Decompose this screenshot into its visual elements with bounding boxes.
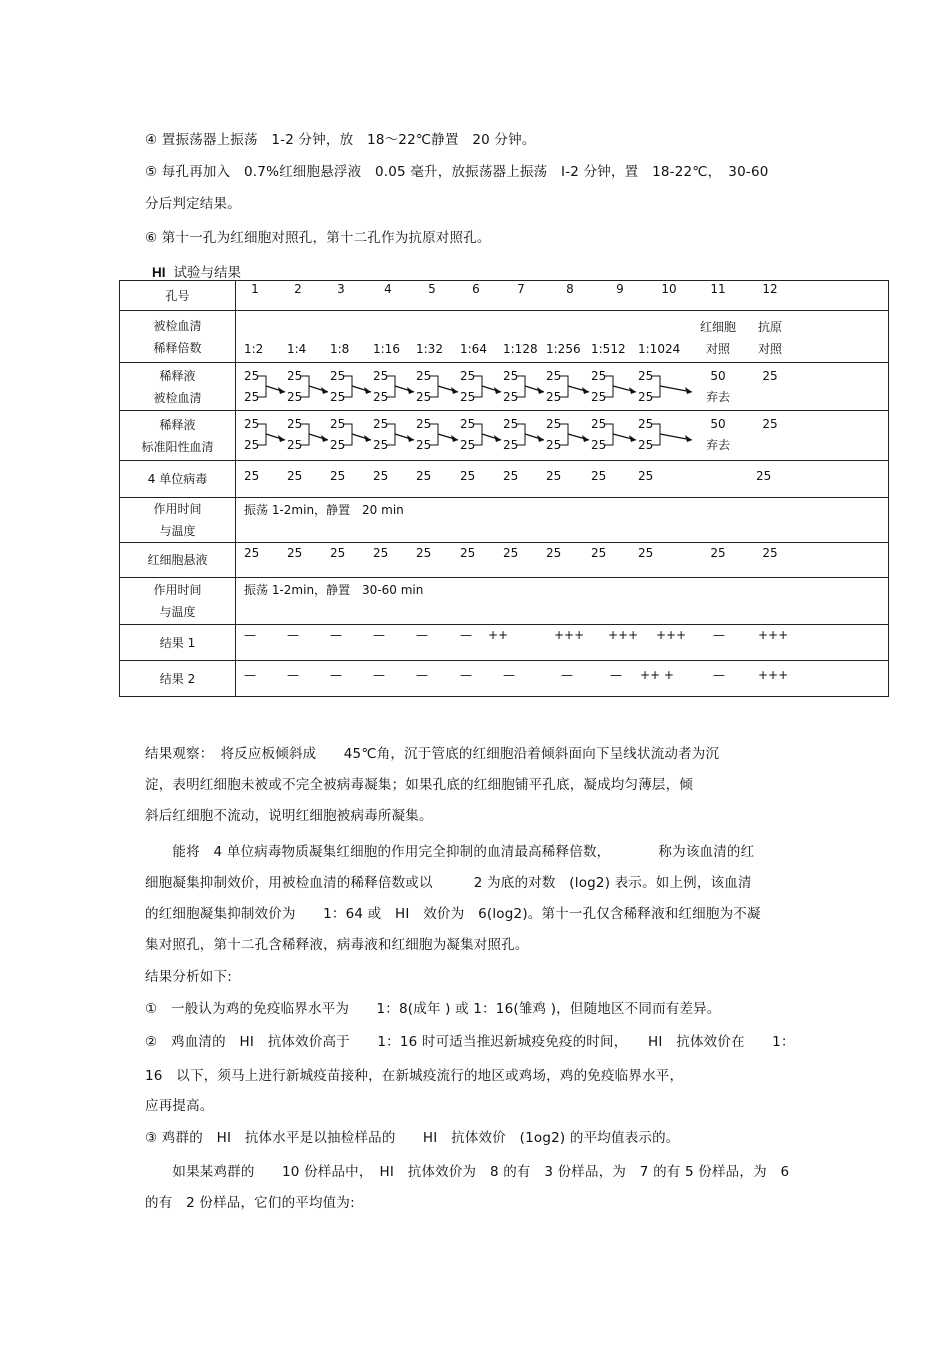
result-1-8: +++ [554, 628, 585, 642]
definition-line-3: 的红细胞凝集抑制效价为 1：64 或 HI 效价为 6(log2)。第十一孔仅含稀释液和红细胞为不凝 [145, 906, 761, 922]
arrowhead-7 [537, 435, 544, 442]
serial-top-2-7: 25 [503, 417, 519, 431]
rbc-6: 25 [460, 546, 476, 560]
hole-number-9: 9 [616, 282, 624, 296]
result-2-5: — [416, 668, 428, 682]
result-2-4: — [373, 668, 385, 682]
bracket-8 [560, 376, 568, 397]
arrowhead-9 [629, 435, 636, 442]
serial-top-1-12: 25 [762, 369, 778, 383]
hole-number-5: 5 [428, 282, 436, 296]
caption-hi: HI [152, 265, 166, 280]
serial-top-1-10: 25 [638, 369, 654, 383]
bracket-4 [387, 376, 395, 397]
rbc-11: 25 [710, 546, 726, 560]
analysis-2-line-2: 16 以下，须马上进行新城疫苗接种，在新城疫流行的地区或鸡场，鸡的免疫临界水平， [145, 1068, 684, 1084]
serial-transfer-arrows [236, 411, 796, 459]
hi-test-table [119, 280, 889, 697]
result-1-12: +++ [758, 628, 789, 642]
dilution-4: 1:16 [373, 342, 400, 356]
serial-bottom-1-1: 25 [244, 390, 260, 404]
serial-top-1-9: 25 [591, 369, 607, 383]
rbc-5: 25 [416, 546, 432, 560]
row-diluent-positive-serum [120, 411, 889, 461]
hole-number-2: 2 [294, 282, 302, 296]
hole-number-1: 1 [251, 282, 259, 296]
dilution-5: 1:32 [416, 342, 443, 356]
serial-bottom-2-3: 25 [330, 438, 346, 452]
step-6: ⑥ 第十一孔为红细胞对照孔，第十二孔作为抗原对照孔。 [145, 230, 491, 246]
step-5-cont: 分后判定结果。 [145, 196, 241, 212]
arrowhead-1 [278, 387, 285, 394]
bracket-7 [517, 424, 525, 445]
label-diluent-test-serum [120, 363, 236, 411]
result-1-9: +++ [608, 628, 639, 642]
row-time-temp-1 [120, 498, 889, 543]
definition-line-1: 能将 4 单位病毒物质凝集红细胞的作用完全抑制的血清最高稀释倍数， 称为该血清的红 [145, 844, 755, 860]
label-line: 被检血清 [153, 390, 202, 405]
result-2-11: — [713, 668, 725, 682]
serial-top-1-2: 25 [287, 369, 303, 383]
hole-number-10: 10 [661, 282, 677, 296]
step-4: ④ 置振荡器上振荡 1-2 分钟，放 18～22℃静置 20 分钟。 [145, 132, 536, 148]
antigen-control-header-2: 对照 [757, 342, 783, 356]
bracket-1 [258, 376, 266, 397]
dilution-7: 1:128 [503, 342, 538, 356]
serial-bottom-1-3: 25 [330, 390, 346, 404]
dilution-3: 1:8 [330, 342, 350, 356]
arrowhead-2 [321, 387, 328, 394]
row-rbc [120, 543, 889, 578]
serial-top-2-1: 25 [244, 417, 260, 431]
label-time-temp-2 [120, 578, 236, 625]
bracket-6 [474, 376, 482, 397]
rbc-12: 25 [762, 546, 778, 560]
arrowhead-5 [451, 387, 458, 394]
rbc-9: 25 [591, 546, 607, 560]
label-line: 作用时间 [153, 583, 202, 597]
result-1-3: — [330, 628, 342, 642]
virus-10: 25 [638, 469, 654, 483]
bracket-8 [560, 424, 568, 445]
label-result-1: 结果 1 [120, 625, 236, 661]
definition-line-2: 细胞凝集抑制效价，用被检血清的稀释倍数或以 2 为底的对数 (log2) 表示。如上例，该血清 [145, 875, 752, 891]
label-hole: 孔号 [120, 281, 236, 311]
serial-top-2-5: 25 [416, 417, 432, 431]
virus-1: 25 [244, 469, 260, 483]
dilution-8: 1:256 [546, 342, 581, 356]
caption-text: 试验与结果 [173, 265, 241, 281]
analysis-2-line-3: 应再提高。 [145, 1098, 214, 1114]
serial-top-2-12: 25 [762, 417, 778, 431]
bracket-10 [652, 424, 660, 445]
result-2-6: — [460, 668, 472, 682]
definition-line-4: 集对照孔，第十二孔含稀释液，病毒液和红细胞为凝集对照孔。 [145, 937, 529, 953]
bracket-5 [430, 376, 438, 397]
arrowhead-8 [582, 435, 589, 442]
serial-top-2-11: 50 [710, 417, 726, 431]
serial-bottom-2-2: 25 [287, 438, 303, 452]
arrowhead-9 [629, 387, 636, 394]
arrowhead-3 [364, 435, 371, 442]
rbc-3: 25 [330, 546, 346, 560]
serial-bottom-2-6: 25 [460, 438, 476, 452]
serial-top-2-9: 25 [591, 417, 607, 431]
virus-2: 25 [287, 469, 303, 483]
bracket-7 [517, 376, 525, 397]
example-line-2: 的有 2 份样品，它们的平均值为: [145, 1195, 355, 1211]
time-temp-1-text: 振荡 1-2min，静置 20 min [244, 503, 404, 517]
bracket-9 [605, 376, 613, 397]
serial-top-1-5: 25 [416, 369, 432, 383]
analysis-3: ③ 鸡群的 HI 抗体水平是以抽检样品的 HI 抗体效价 (1og2) 的平均值表示的。 [145, 1130, 680, 1146]
serial-top-1-6: 25 [460, 369, 476, 383]
arrowhead-4 [407, 435, 414, 442]
serial-bottom-2-1: 25 [244, 438, 260, 452]
arrowhead-1 [278, 435, 285, 442]
label-line: 稀释液 [159, 417, 196, 432]
observation-line-2: 淀，表明红细胞未被或不完全被病毒凝集；如果孔底的红细胞铺平孔底，凝成均匀薄层，倾 [145, 777, 693, 793]
dilution-1: 1:2 [244, 342, 264, 356]
serial-bottom-2-8: 25 [546, 438, 562, 452]
row-dilution [120, 311, 889, 363]
hole-number-8: 8 [566, 282, 574, 296]
result-1-2: — [287, 628, 299, 642]
antigen-control-header: 抗原 [757, 320, 783, 334]
result-1-6: — [460, 628, 472, 642]
serial-top-1-4: 25 [373, 369, 389, 383]
rbc-7: 25 [503, 546, 519, 560]
row-result-2 [120, 661, 889, 697]
bracket-5 [430, 424, 438, 445]
result-2-9: — [610, 668, 622, 682]
virus-3: 25 [330, 469, 346, 483]
arrowhead-10 [685, 387, 692, 394]
step-5: ⑤ 每孔再加入 0.7%红细胞悬浮液 0.05 毫升，放振荡器上振荡 I-2 分钟，置 18-22℃， 30-60 [145, 164, 769, 180]
result-2-8: — [561, 668, 573, 682]
bracket-3 [344, 376, 352, 397]
time-temp-2-text: 振荡 1-2min，静置 30-60 min [244, 583, 424, 597]
serial-bottom-2-10: 25 [638, 438, 654, 452]
hole-number-11: 11 [710, 282, 726, 296]
row-diluent-test-serum [120, 363, 889, 411]
serial-bottom-2-4: 25 [373, 438, 389, 452]
serial-top-2-2: 25 [287, 417, 303, 431]
row-hole-number [120, 281, 889, 311]
result-1-10: +++ [656, 628, 687, 642]
bracket-6 [474, 424, 482, 445]
arrowhead-10 [685, 435, 692, 442]
serial-bottom-2-9: 25 [591, 438, 607, 452]
label-line: 被检血清 [153, 318, 202, 333]
virus-6: 25 [460, 469, 476, 483]
result-2-2: — [287, 668, 299, 682]
rbc-2: 25 [287, 546, 303, 560]
bracket-2 [301, 376, 309, 397]
label-line: 与温度 [159, 605, 196, 619]
result-2-1: — [244, 668, 256, 682]
analysis-1: ① 一般认为鸡的免疫临界水平为 1：8(成年 ) 或 1：16(雏鸡 )，但随地区不同而有差异。 [145, 1001, 721, 1017]
arrowhead-3 [364, 387, 371, 394]
serial-bottom-1-9: 25 [591, 390, 607, 404]
virus-8: 25 [546, 469, 562, 483]
arrowhead-5 [451, 435, 458, 442]
serial-bottom-1-4: 25 [373, 390, 389, 404]
serial-top-1-1: 25 [244, 369, 260, 383]
serial-bottom-1-11: 弃去 [705, 390, 731, 404]
bracket-2 [301, 424, 309, 445]
rbc-control-header: 红细胞 [699, 320, 737, 334]
bracket-1 [258, 424, 266, 445]
rbc-4: 25 [373, 546, 389, 560]
dilution-9: 1:512 [591, 342, 626, 356]
label-line: 稀释液 [159, 368, 196, 383]
analysis-2-line-1: ② 鸡血清的 HI 抗体效价高于 1：16 时可适当推迟新城疫免疫的时间， HI 抗体效价在 1： [145, 1034, 795, 1050]
serial-top-1-8: 25 [546, 369, 562, 383]
result-2-12: +++ [758, 668, 789, 682]
row-virus [120, 461, 889, 498]
serial-top-2-8: 25 [546, 417, 562, 431]
serial-top-2-3: 25 [330, 417, 346, 431]
example-line-1: 如果某鸡群的 10 份样品中， HI 抗体效价为 8 的有 3 份样品，为 7 的有 5 份样品，为 6 [145, 1164, 790, 1180]
observation-line-3: 斜后红细胞不流动，说明红细胞被病毒所凝集。 [145, 808, 433, 824]
dilution-6: 1:64 [460, 342, 487, 356]
result-1-5: — [416, 628, 428, 642]
serial-top-2-10: 25 [638, 417, 654, 431]
arrowhead-6 [494, 435, 501, 442]
arrowhead-8 [582, 387, 589, 394]
serial-top-1-7: 25 [503, 369, 519, 383]
rbc-1: 25 [244, 546, 260, 560]
rbc-control-header-2: 对照 [705, 342, 731, 356]
serial-bottom-1-5: 25 [416, 390, 432, 404]
serial-top-2-4: 25 [373, 417, 389, 431]
label-line: 稀释倍数 [153, 340, 202, 355]
virus-12: 25 [756, 469, 772, 483]
virus-5: 25 [416, 469, 432, 483]
arrowhead-7 [537, 387, 544, 394]
result-1-7: ++ [488, 628, 509, 642]
serial-bottom-1-8: 25 [546, 390, 562, 404]
hole-number-6: 6 [472, 282, 480, 296]
result-2-10: ++ + [640, 668, 674, 682]
hole-number-4: 4 [384, 282, 392, 296]
analysis-title: 结果分析如下: [145, 969, 232, 985]
label-result-2: 结果 2 [120, 661, 236, 697]
hole-number-3: 3 [337, 282, 345, 296]
arrowhead-2 [321, 435, 328, 442]
serial-bottom-1-7: 25 [503, 390, 519, 404]
bracket-9 [605, 424, 613, 445]
label-line: 作用时间 [153, 502, 202, 516]
result-2-3: — [330, 668, 342, 682]
label-line: 标准阳性血清 [141, 439, 214, 454]
label-time-temp-1 [120, 498, 236, 543]
serial-bottom-2-5: 25 [416, 438, 432, 452]
dilution-2: 1:4 [287, 342, 307, 356]
hole-number-12: 12 [762, 282, 778, 296]
serial-bottom-1-6: 25 [460, 390, 476, 404]
result-2-7: — [503, 668, 515, 682]
serial-top-2-6: 25 [460, 417, 476, 431]
result-1-4: — [373, 628, 385, 642]
serial-transfer-arrows [236, 363, 796, 411]
result-1-11: — [713, 628, 725, 642]
virus-7: 25 [503, 469, 519, 483]
bracket-10 [652, 376, 660, 397]
row-result-1 [120, 625, 889, 661]
row-time-temp-2 [120, 578, 889, 625]
hole-number-7: 7 [517, 282, 525, 296]
rbc-10: 25 [638, 546, 654, 560]
rbc-8: 25 [546, 546, 562, 560]
dilution-10: 1:1024 [638, 342, 681, 356]
label-dilution [120, 311, 236, 363]
bracket-4 [387, 424, 395, 445]
label-line: 与温度 [159, 524, 196, 538]
label-virus: 4 单位病毒 [120, 461, 236, 498]
arrowhead-4 [407, 387, 414, 394]
serial-bottom-1-10: 25 [638, 390, 654, 404]
serial-bottom-1-2: 25 [287, 390, 303, 404]
observation-line-1: 结果观察： 将反应板倾斜成 45℃角，沉于管底的红细胞沿着倾斜面向下呈线状流动者为沉 [145, 746, 720, 762]
virus-9: 25 [591, 469, 607, 483]
result-1-1: — [244, 628, 256, 642]
table-caption [152, 261, 241, 281]
virus-4: 25 [373, 469, 389, 483]
serial-bottom-2-7: 25 [503, 438, 519, 452]
label-rbc: 红细胞悬液 [120, 543, 236, 578]
serial-top-1-11: 50 [710, 369, 726, 383]
bracket-3 [344, 424, 352, 445]
serial-bottom-2-11: 弃去 [705, 438, 731, 452]
serial-top-1-3: 25 [330, 369, 346, 383]
arrowhead-6 [494, 387, 501, 394]
label-diluent-positive-serum [120, 411, 236, 461]
